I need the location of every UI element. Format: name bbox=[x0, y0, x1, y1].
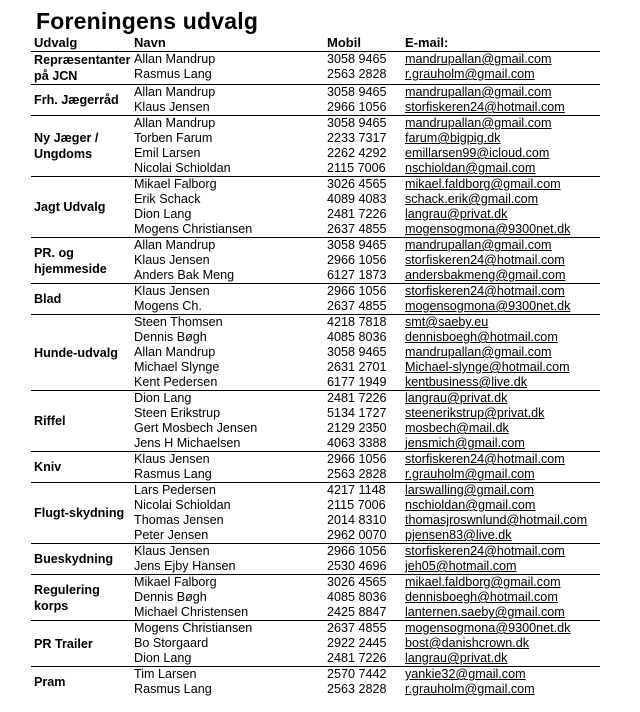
committee-name: Riffel bbox=[31, 391, 131, 452]
page-title: Foreningens udvalg bbox=[36, 8, 259, 34]
member-name: Mogens Ch. bbox=[134, 299, 202, 313]
member-email-link[interactable]: kentbusiness@live.dk bbox=[405, 375, 527, 389]
member-email-link[interactable]: r.grauholm@gmail.com bbox=[405, 467, 535, 481]
member-name: Dennis Bøgh bbox=[134, 330, 207, 344]
member-name: Klaus Jensen bbox=[134, 253, 210, 267]
member-name: Jens Ejby Hansen bbox=[134, 559, 236, 573]
committee-group bbox=[31, 483, 600, 544]
member-phone: 2481 7226 bbox=[327, 207, 387, 221]
member-name: Allan Mandrup bbox=[134, 116, 216, 130]
committee-group bbox=[31, 667, 600, 698]
committee-group bbox=[31, 52, 600, 85]
member-name: Dion Lang bbox=[134, 207, 192, 221]
committee-name: Jagt Udvalg bbox=[31, 177, 131, 238]
member-phone: 4085 8036 bbox=[327, 590, 387, 604]
member-email-link[interactable]: storfiskeren24@hotmail.com bbox=[405, 100, 565, 114]
member-email-link[interactable]: nschioldan@gmail.com bbox=[405, 161, 536, 175]
member-email-column bbox=[402, 483, 600, 544]
member-navn-column bbox=[131, 575, 324, 621]
member-mobil-column bbox=[324, 284, 402, 315]
member-email-link[interactable]: bost@danishcrown.dk bbox=[405, 636, 530, 650]
member-name: Gert Mosbech Jensen bbox=[134, 421, 258, 435]
committee-group bbox=[31, 284, 600, 315]
committee-group bbox=[31, 391, 600, 452]
member-phone: 4218 7818 bbox=[327, 315, 387, 329]
committee-name: Flugt-skydning bbox=[31, 483, 131, 544]
member-phone: 3058 9465 bbox=[327, 238, 387, 252]
member-navn-column bbox=[131, 483, 324, 544]
member-navn-column bbox=[131, 116, 324, 177]
member-email-link[interactable]: mogensogmona@9300net.dk bbox=[405, 621, 571, 635]
member-name: Erik Schack bbox=[134, 192, 201, 206]
committee-name: PR. og hjemmeside bbox=[31, 238, 131, 284]
member-email-link[interactable]: mandrupallan@gmail.com bbox=[405, 238, 552, 252]
member-phone: 2966 1056 bbox=[327, 253, 387, 267]
member-email-link[interactable]: jensmich@gmail.com bbox=[405, 436, 525, 450]
member-email-column bbox=[402, 238, 600, 284]
member-name: Kent Pedersen bbox=[134, 375, 218, 389]
member-email-link[interactable]: steenerikstrup@privat.dk bbox=[405, 406, 545, 420]
member-email-link[interactable]: mandrupallan@gmail.com bbox=[405, 52, 552, 66]
member-name: Mikael Falborg bbox=[134, 177, 217, 191]
member-navn-column bbox=[131, 238, 324, 284]
header-navn: Navn bbox=[131, 35, 324, 52]
member-phone: 2637 4855 bbox=[327, 222, 387, 236]
member-phone: 2631 2701 bbox=[327, 360, 387, 374]
member-navn-column bbox=[131, 315, 324, 391]
member-email-link[interactable]: dennisboegh@hotmail.com bbox=[405, 330, 558, 344]
member-email-link[interactable]: yankie32@gmail.com bbox=[405, 667, 526, 681]
committee-name: Regulering korps bbox=[31, 575, 131, 621]
member-email-column bbox=[402, 544, 600, 575]
member-phone: 2481 7226 bbox=[327, 391, 387, 405]
member-email-link[interactable]: mogensogmona@9300net.dk bbox=[405, 222, 571, 236]
member-phone: 4063 3388 bbox=[327, 436, 387, 450]
committee-group bbox=[31, 621, 600, 667]
member-phone: 2962 0070 bbox=[327, 528, 387, 542]
member-email-column bbox=[402, 391, 600, 452]
member-phone: 6177 1949 bbox=[327, 375, 387, 389]
member-phone: 2966 1056 bbox=[327, 100, 387, 114]
member-email-link[interactable]: storfiskeren24@hotmail.com bbox=[405, 253, 565, 267]
member-name: Bo Storgaard bbox=[134, 636, 209, 650]
member-name: Steen Erikstrup bbox=[134, 406, 221, 420]
member-phone: 2637 4855 bbox=[327, 299, 387, 313]
committee-name: Ny Jæger / Ungdoms bbox=[31, 116, 131, 177]
header-email: E-mail: bbox=[402, 35, 600, 52]
member-name: Rasmus Lang bbox=[134, 467, 212, 481]
member-phone: 2233 7317 bbox=[327, 131, 387, 145]
member-phone: 2530 4696 bbox=[327, 559, 387, 573]
member-name: Rasmus Lang bbox=[134, 67, 212, 81]
member-name: Allan Mandrup bbox=[134, 238, 216, 252]
member-name: Jens H Michaelsen bbox=[134, 436, 241, 450]
committee-group bbox=[31, 85, 600, 116]
member-email-link[interactable]: jeh05@hotmail.com bbox=[405, 559, 517, 573]
committee-group bbox=[31, 575, 600, 621]
member-mobil-column bbox=[324, 52, 402, 85]
member-phone: 2425 8847 bbox=[327, 605, 387, 619]
member-email-link[interactable]: mogensogmona@9300net.dk bbox=[405, 299, 571, 313]
member-phone: 3026 4565 bbox=[327, 177, 387, 191]
member-name: Thomas Jensen bbox=[134, 513, 224, 527]
member-navn-column bbox=[131, 452, 324, 483]
member-email-link[interactable]: storfiskeren24@hotmail.com bbox=[405, 284, 565, 298]
header-udvalg: Udvalg bbox=[31, 35, 131, 52]
member-name: Michael Christensen bbox=[134, 605, 249, 619]
member-phone: 2563 2828 bbox=[327, 682, 387, 696]
member-email-column bbox=[402, 284, 600, 315]
member-email-link[interactable]: storfiskeren24@hotmail.com bbox=[405, 544, 565, 558]
member-navn-column bbox=[131, 52, 324, 85]
member-phone: 2129 2350 bbox=[327, 421, 387, 435]
member-phone: 2570 7442 bbox=[327, 667, 387, 681]
member-email-link[interactable]: thomasjroswnlund@hotmail.com bbox=[405, 513, 588, 527]
member-name: Mogens Christiansen bbox=[134, 621, 253, 635]
member-phone: 2262 4292 bbox=[327, 146, 387, 160]
member-phone: 2115 7006 bbox=[327, 161, 386, 175]
member-name: Klaus Jensen bbox=[134, 100, 210, 114]
member-navn-column bbox=[131, 621, 324, 667]
committee-name: Frh. Jægerråd bbox=[31, 85, 131, 116]
member-navn-column bbox=[131, 85, 324, 116]
member-email-link[interactable]: nschioldan@gmail.com bbox=[405, 498, 536, 512]
member-name: Dion Lang bbox=[134, 651, 192, 665]
member-email-column bbox=[402, 667, 600, 698]
header-row bbox=[31, 35, 600, 52]
member-email-link[interactable]: langrau@privat.dk bbox=[405, 391, 508, 405]
member-mobil-column bbox=[324, 391, 402, 452]
member-mobil-column bbox=[324, 315, 402, 391]
member-name: Michael Slynge bbox=[134, 360, 220, 374]
member-mobil-column bbox=[324, 177, 402, 238]
member-name: Lars Pedersen bbox=[134, 483, 216, 497]
committee-table bbox=[31, 35, 600, 697]
member-email-column bbox=[402, 315, 600, 391]
member-email-link[interactable]: mikael.faldborg@gmail.com bbox=[405, 575, 561, 589]
member-name: Nicolai Schioldan bbox=[134, 498, 231, 512]
member-name: Torben Farum bbox=[134, 131, 213, 145]
member-name: Dennis Bøgh bbox=[134, 590, 207, 604]
member-mobil-column bbox=[324, 575, 402, 621]
member-email-link[interactable]: r.grauholm@gmail.com bbox=[405, 682, 535, 696]
member-email-link[interactable]: mandrupallan@gmail.com bbox=[405, 116, 552, 130]
member-email-link[interactable]: langrau@privat.dk bbox=[405, 207, 508, 221]
member-phone: 2563 2828 bbox=[327, 67, 387, 81]
member-phone: 2966 1056 bbox=[327, 284, 387, 298]
committee-group bbox=[31, 315, 600, 391]
member-email-link[interactable]: emillarsen99@icloud.com bbox=[405, 146, 550, 160]
member-email-link[interactable]: farum@bigpig.dk bbox=[405, 131, 501, 145]
member-navn-column bbox=[131, 667, 324, 698]
member-name: Klaus Jensen bbox=[134, 452, 210, 466]
member-name: Steen Thomsen bbox=[134, 315, 223, 329]
member-mobil-column bbox=[324, 483, 402, 544]
member-navn-column bbox=[131, 544, 324, 575]
member-email-column bbox=[402, 575, 600, 621]
member-mobil-column bbox=[324, 452, 402, 483]
member-phone: 3058 9465 bbox=[327, 85, 387, 99]
member-mobil-column bbox=[324, 116, 402, 177]
member-email-link[interactable]: schack.erik@gmail.com bbox=[405, 192, 539, 206]
member-phone: 3058 9465 bbox=[327, 52, 387, 66]
member-phone: 3058 9465 bbox=[327, 345, 387, 359]
committee-name: Hunde-udvalg bbox=[31, 315, 131, 391]
committee-name: Bueskydning bbox=[31, 544, 131, 575]
committee-name: Blad bbox=[31, 284, 131, 315]
member-email-column bbox=[402, 452, 600, 483]
table-body bbox=[31, 52, 600, 698]
committee-group bbox=[31, 177, 600, 238]
member-email-link[interactable]: Michael-slynge@hotmail.com bbox=[405, 360, 570, 374]
committee-name: Repræsentanter på JCN bbox=[31, 52, 131, 85]
member-phone: 3058 9465 bbox=[327, 116, 387, 130]
committee-group bbox=[31, 452, 600, 483]
member-email-link[interactable]: pjensen83@live.dk bbox=[405, 528, 512, 542]
member-phone: 4085 8036 bbox=[327, 330, 387, 344]
member-navn-column bbox=[131, 284, 324, 315]
member-name: Nicolai Schioldan bbox=[134, 161, 231, 175]
member-phone: 2922 2445 bbox=[327, 636, 387, 650]
member-email-column bbox=[402, 177, 600, 238]
member-email-column bbox=[402, 621, 600, 667]
member-navn-column bbox=[131, 177, 324, 238]
committee-group bbox=[31, 116, 600, 177]
member-email-link[interactable]: mikael.faldborg@gmail.com bbox=[405, 177, 561, 191]
committee-group bbox=[31, 544, 600, 575]
member-email-link[interactable]: mandrupallan@gmail.com bbox=[405, 345, 552, 359]
member-mobil-column bbox=[324, 544, 402, 575]
member-name: Dion Lang bbox=[134, 391, 192, 405]
member-phone: 4089 4083 bbox=[327, 192, 387, 206]
member-phone: 2966 1056 bbox=[327, 544, 387, 558]
member-phone: 2563 2828 bbox=[327, 467, 387, 481]
member-name: Klaus Jensen bbox=[134, 284, 210, 298]
header-mobil: Mobil bbox=[324, 35, 402, 52]
member-name: Peter Jensen bbox=[134, 528, 209, 542]
committee-name: PR Trailer bbox=[31, 621, 131, 667]
committee-group bbox=[31, 238, 600, 284]
member-email-link[interactable]: dennisboegh@hotmail.com bbox=[405, 590, 558, 604]
committee-name: Pram bbox=[31, 667, 131, 698]
member-email-column bbox=[402, 85, 600, 116]
member-email-link[interactable]: andersbakmeng@gmail.com bbox=[405, 268, 566, 282]
member-mobil-column bbox=[324, 238, 402, 284]
member-name: Allan Mandrup bbox=[134, 52, 216, 66]
member-phone: 2481 7226 bbox=[327, 651, 387, 665]
member-email-link[interactable]: lanternen.saeby@gmail.com bbox=[405, 605, 565, 619]
member-email-link[interactable]: r.grauholm@gmail.com bbox=[405, 67, 535, 81]
member-name: Anders Bak Meng bbox=[134, 268, 235, 282]
member-name: Klaus Jensen bbox=[134, 544, 210, 558]
member-name: Emil Larsen bbox=[134, 146, 201, 160]
member-name: Allan Mandrup bbox=[134, 85, 216, 99]
member-email-link[interactable]: mandrupallan@gmail.com bbox=[405, 85, 552, 99]
member-phone: 6127 1873 bbox=[327, 268, 387, 282]
member-email-link[interactable]: mosbech@mail.dk bbox=[405, 421, 509, 435]
member-email-link[interactable]: smt@saeby.eu bbox=[405, 315, 489, 329]
member-name: Tim Larsen bbox=[134, 667, 197, 681]
member-mobil-column bbox=[324, 85, 402, 116]
member-name: Mogens Christiansen bbox=[134, 222, 253, 236]
member-phone: 2014 8310 bbox=[327, 513, 387, 527]
member-phone: 2115 7006 bbox=[327, 498, 386, 512]
member-phone: 4217 1148 bbox=[327, 483, 386, 497]
member-name: Mikael Falborg bbox=[134, 575, 217, 589]
member-phone: 2966 1056 bbox=[327, 452, 387, 466]
member-email-link[interactable]: larswalling@gmail.com bbox=[405, 483, 534, 497]
member-email-link[interactable]: storfiskeren24@hotmail.com bbox=[405, 452, 565, 466]
member-name: Allan Mandrup bbox=[134, 345, 216, 359]
member-email-column bbox=[402, 116, 600, 177]
member-name: Rasmus Lang bbox=[134, 682, 212, 696]
member-phone: 2637 4855 bbox=[327, 621, 387, 635]
member-phone: 3026 4565 bbox=[327, 575, 387, 589]
member-navn-column bbox=[131, 391, 324, 452]
member-phone: 5134 1727 bbox=[327, 406, 387, 420]
committee-name: Kniv bbox=[31, 452, 131, 483]
member-email-column bbox=[402, 52, 600, 85]
member-mobil-column bbox=[324, 667, 402, 698]
member-mobil-column bbox=[324, 621, 402, 667]
member-email-link[interactable]: langrau@privat.dk bbox=[405, 651, 508, 665]
